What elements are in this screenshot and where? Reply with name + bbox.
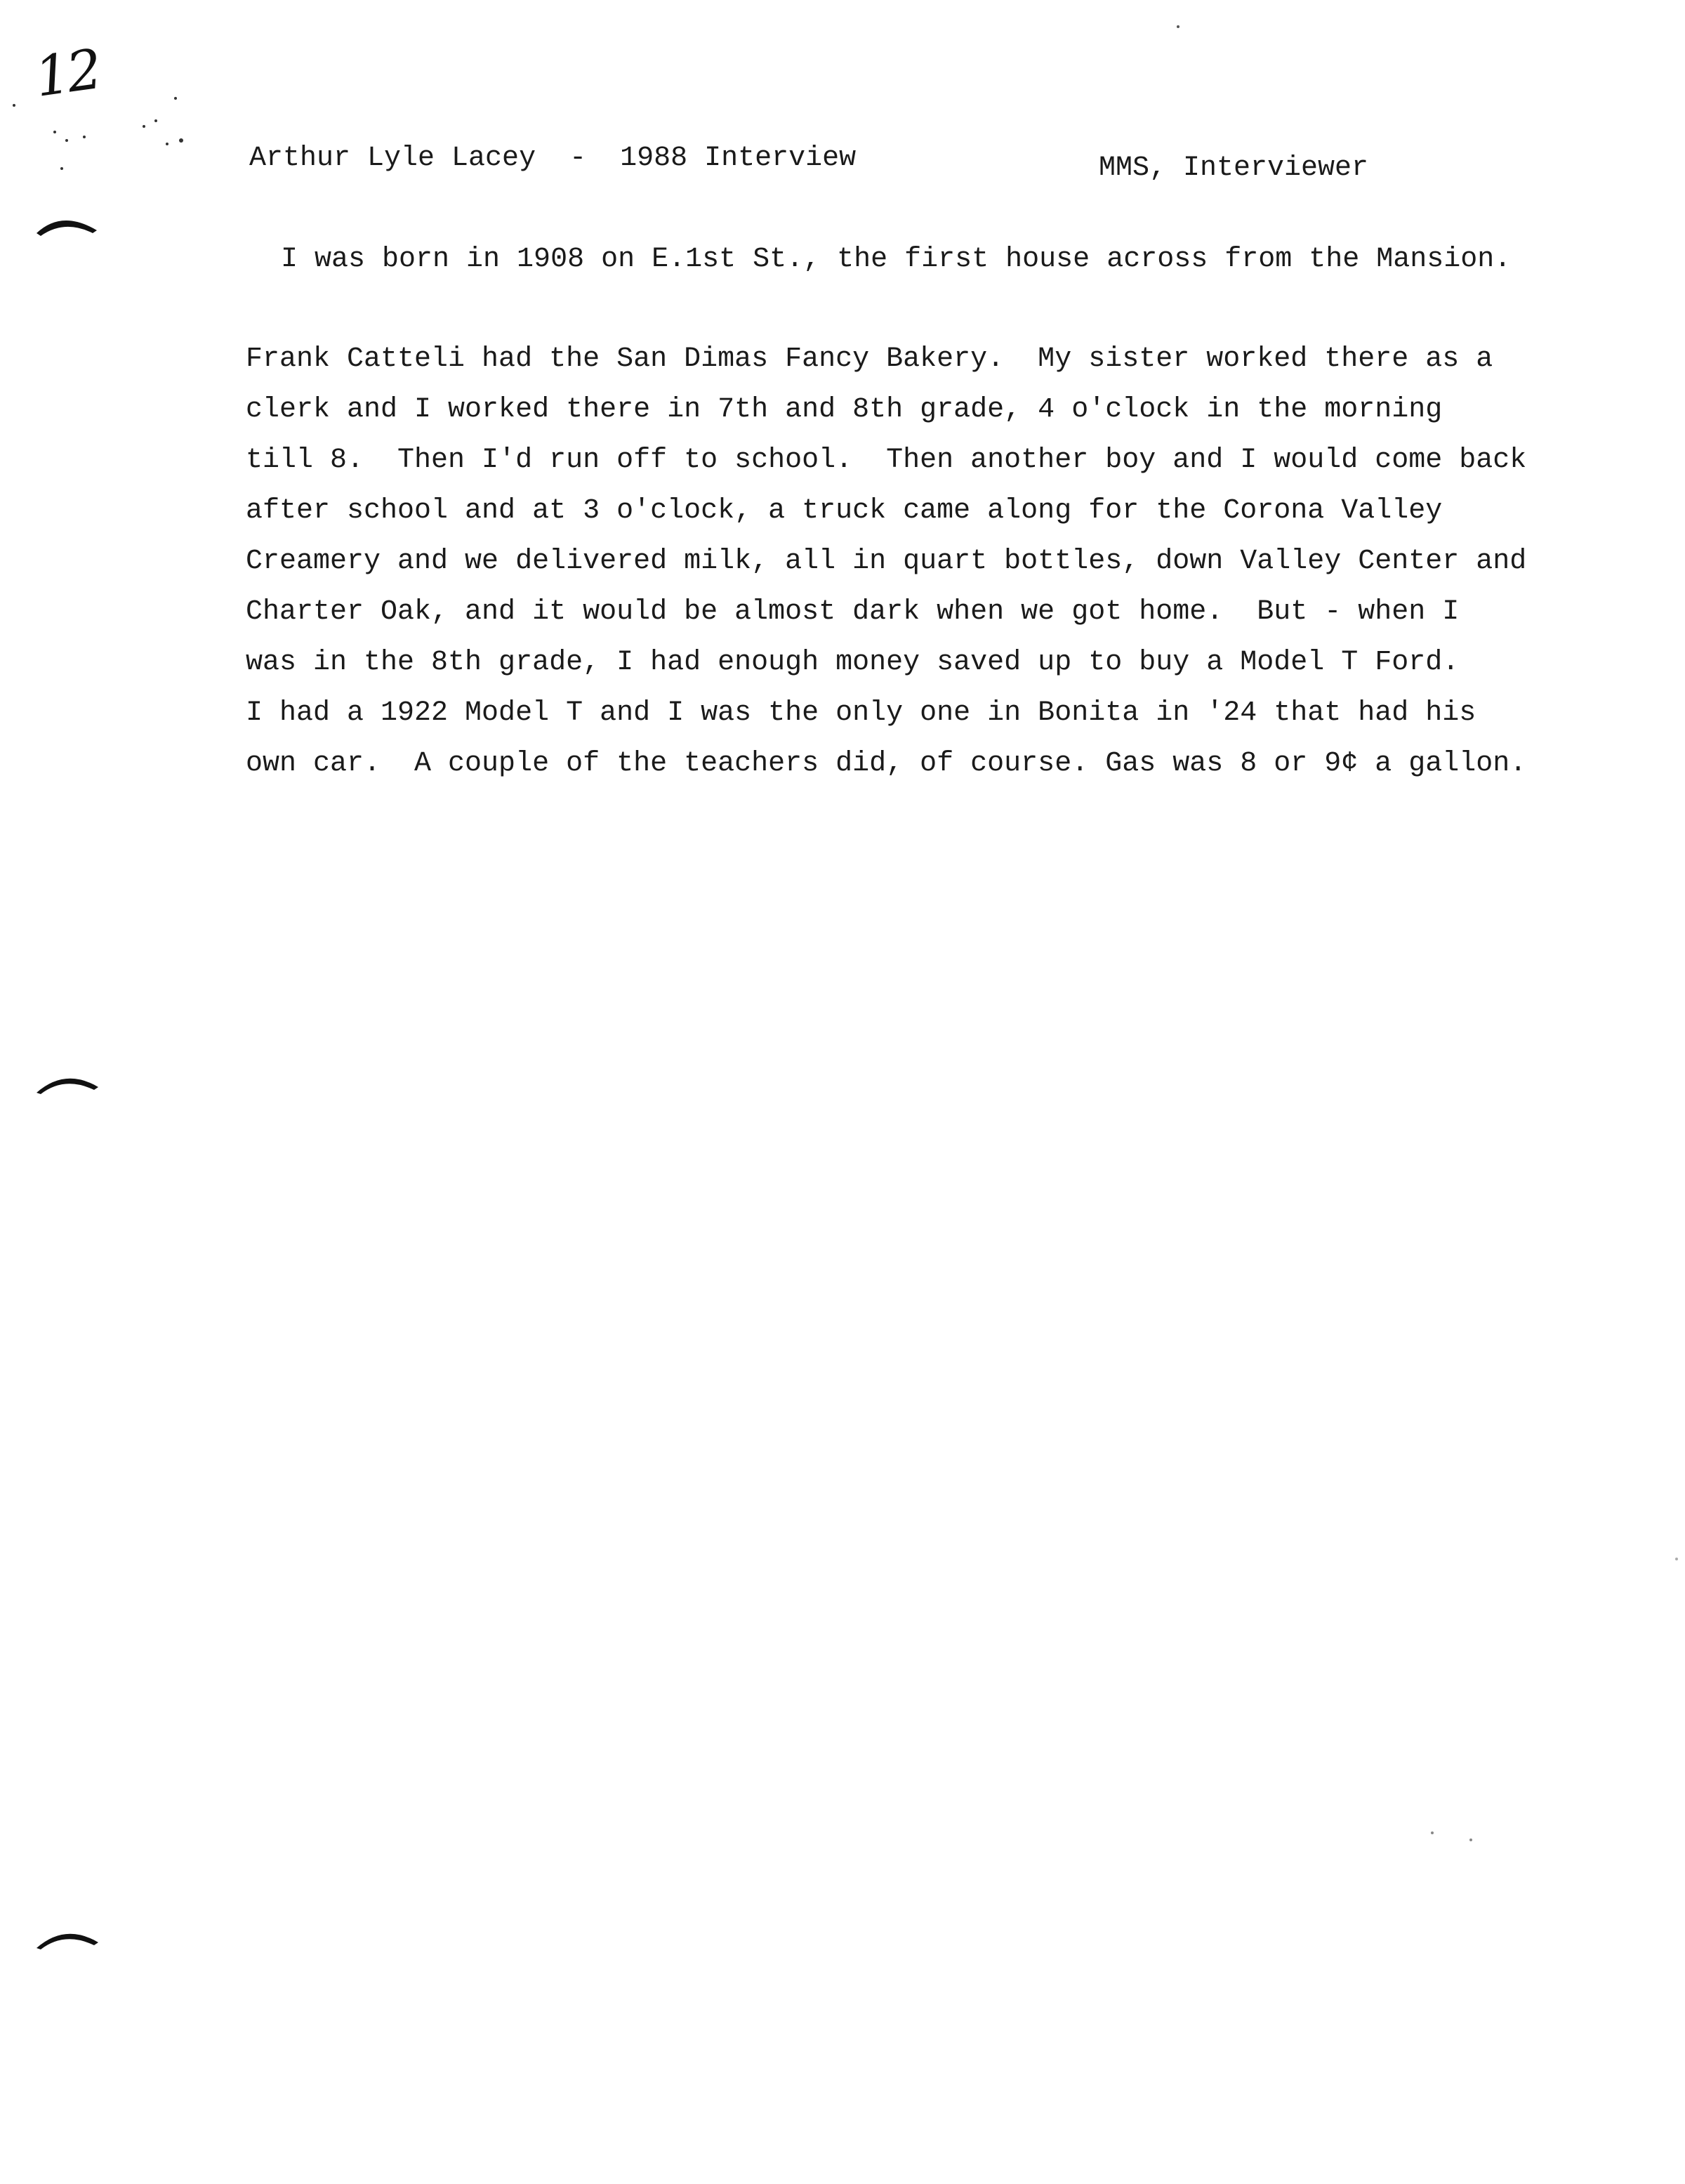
body-line: Frank Catteli had the San Dimas Fancy Bakery. My sister worked there as a xyxy=(246,343,1493,375)
body-line: Charter Oak, and it would be almost dark when we got home. But - when I xyxy=(246,596,1460,628)
body-line: clerk and I worked there in 7th and 8th grade, 4 o'clock in the morning xyxy=(246,394,1443,426)
body-paragraph xyxy=(246,334,1526,789)
body-line: I had a 1922 Model T and I was the only one in Bonita in '24 that had his xyxy=(246,697,1476,729)
body-line: Creamery and we delivered milk, all in quart bottles, down Valley Center and xyxy=(246,546,1527,577)
body-line: till 8. Then I'd run off to school. Then another boy and I would come back xyxy=(246,445,1527,476)
body-line: own car. A couple of the teachers did, of course. Gas was 8 or 9¢ a gallon. xyxy=(246,748,1527,779)
interviewee-title: Arthur Lyle Lacey - 1988 Interview xyxy=(249,143,857,174)
binder-hole-mark-bottom xyxy=(34,1923,100,1951)
intro-paragraph: I was born in 1908 on E.1st St., the first house across from the Mansion. xyxy=(281,244,1512,275)
body-line: was in the 8th grade, I had enough money saved up to buy a Model T Ford. xyxy=(246,647,1460,678)
binder-hole-mark-middle xyxy=(34,1067,100,1096)
handwritten-page-number: 12 xyxy=(31,38,104,110)
interviewer-label: MMS, Interviewer xyxy=(1099,152,1369,184)
binder-hole-mark-top xyxy=(34,209,100,237)
document-header xyxy=(249,138,1373,184)
body-line: after school and at 3 o'clock, a truck came along for the Corona Valley xyxy=(246,495,1443,527)
